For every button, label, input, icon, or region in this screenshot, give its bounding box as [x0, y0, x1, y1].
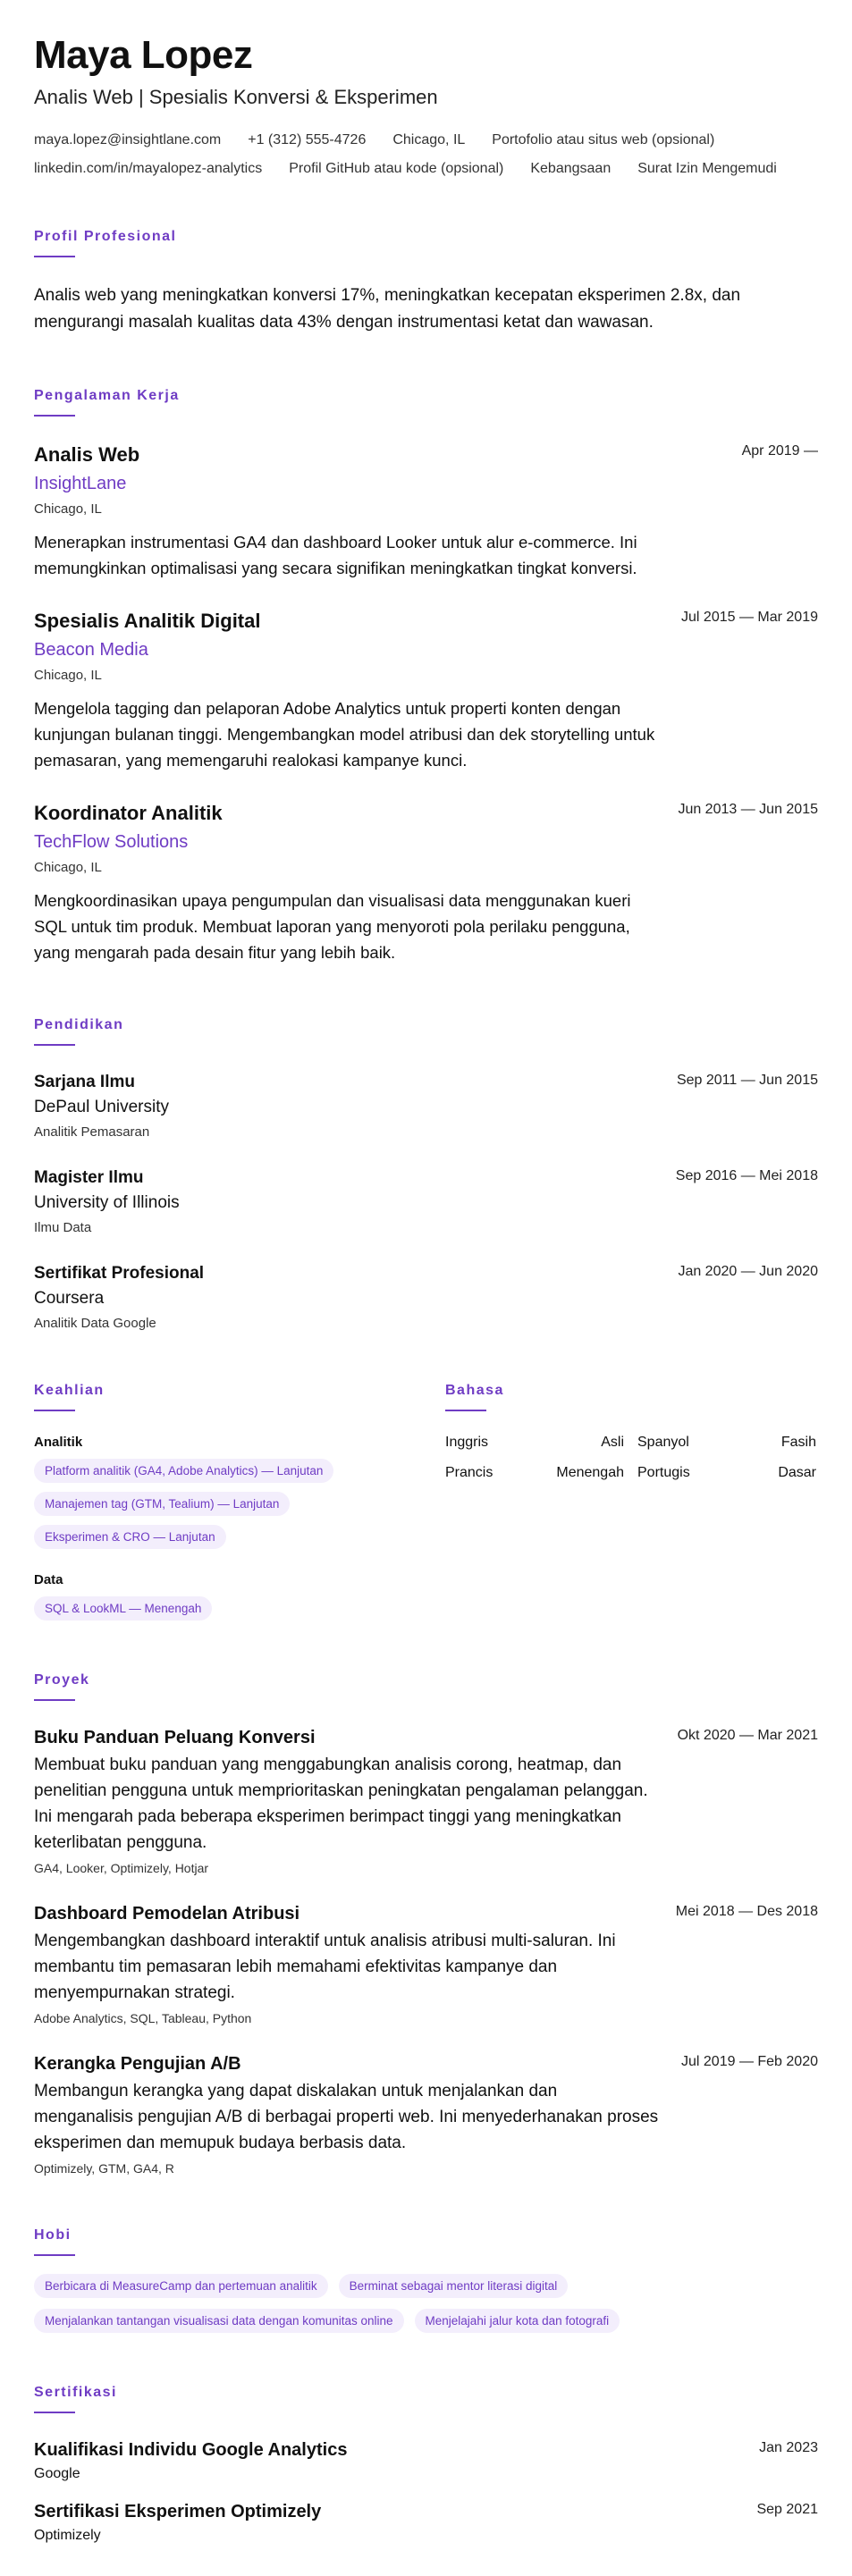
job-description: Menerapkan instrumentasi GA4 dan dashboard Looker untuk alur e-commerce. Ini memungkinkan optimalisasi yang secara signifikan meningkatkan tingkat konversi. [34, 533, 637, 577]
language-name: Portugis [637, 1465, 690, 1480]
language-name: Inggris [445, 1435, 489, 1450]
project-list [34, 1728, 818, 2176]
contact-license: Surat Izin Mengemudi [637, 161, 777, 176]
language-level: Dasar [778, 1465, 816, 1480]
company-name: Beacon Media [34, 640, 148, 660]
certification-issuer: Optimizely [34, 2528, 101, 2543]
project-entry [34, 2054, 818, 2176]
skill-group [34, 1572, 445, 1621]
section-title-profile: Profil Profesional [34, 229, 177, 244]
project-title: Kerangka Pengujian A/B [34, 2054, 241, 2074]
skills-column [34, 1331, 445, 1621]
certification-date: Sep 2021 [756, 2502, 818, 2517]
education-dates: Jan 2020 — Jun 2020 [678, 1264, 818, 1279]
institution: Coursera [34, 1289, 105, 1308]
certification-date: Jan 2023 [759, 2440, 818, 2455]
education-entry [34, 1168, 818, 1235]
language-item [637, 1435, 816, 1451]
certification-list [34, 2440, 818, 2544]
institution: DePaul University [34, 1098, 169, 1116]
section-title-education: Pendidikan [34, 1017, 124, 1032]
project-entry [34, 1728, 818, 1875]
institution: University of Illinois [34, 1193, 180, 1212]
candidate-name: Maya Lopez [34, 33, 253, 77]
contact-portfolio[interactable]: Portofolio atau situs web (opsional) [492, 132, 715, 147]
project-tech: Optimizely, GTM, GA4, R [34, 2161, 174, 2176]
job-description: Mengkoordinasikan upaya pengumpulan dan visualisasi data menggunakan kueri SQL untuk tim produk. Membuat laporan yang menyoroti pola perilaku pengguna, yang mengarah pada desain fitur yang lebih baik. [34, 891, 631, 962]
certification-entry [34, 2502, 818, 2544]
section-divider [34, 2254, 75, 2256]
hobby-chip: Menjelajahi jalur kota dan fotografi [415, 2309, 620, 2333]
degree: Sertifikat Profesional [34, 1264, 205, 1283]
contact-location: Chicago, IL [392, 132, 466, 147]
contact-info [34, 132, 803, 177]
section-title-languages: Bahasa [445, 1383, 504, 1398]
skill-chip: Manajemen tag (GTM, Tealium) — Lanjutan [34, 1492, 290, 1516]
section-divider [34, 1410, 75, 1411]
job-location: Chicago, IL [34, 860, 102, 875]
language-name: Spanyol [637, 1435, 689, 1450]
project-entry [34, 1904, 818, 2025]
job-title: Analis Web [34, 443, 140, 466]
education-dates: Sep 2016 — Mei 2018 [675, 1168, 818, 1183]
job-location: Chicago, IL [34, 668, 102, 683]
skill-chips [34, 1596, 445, 1621]
skill-chip: SQL & LookML — Menengah [34, 1596, 212, 1621]
contact-email[interactable]: maya.lopez@insightlane.com [34, 132, 222, 147]
company-name: TechFlow Solutions [34, 832, 189, 852]
job-location: Chicago, IL [34, 501, 102, 517]
skill-chip: Eksperimen & CRO — Lanjutan [34, 1525, 226, 1549]
skills-languages-row [34, 1331, 818, 1621]
project-description: Membuat buku panduan yang menggabungkan analisis corong, heatmap, dan penelitian pengguna untuk memprioritaskan peningkatan pengalaman pelanggan. Ini mengarah pada beberapa eksperimen berimpact tinggi yang meningkatkan keterlibatan pengguna. [34, 1755, 648, 1852]
language-name: Prancis [445, 1465, 493, 1480]
project-description: Membangun kerangka yang dapat diskalakan untuk menjalankan dan menganalisis pengujian A/B di berbagai properti web. Ini menyederhanakan proses eksperimen dan memupuk budaya berbasis data. [34, 2082, 659, 2152]
contact-linkedin[interactable]: linkedin.com/in/mayalopez-analytics [34, 161, 263, 176]
section-title-hobbies: Hobi [34, 2227, 72, 2243]
degree: Magister Ilmu [34, 1168, 144, 1187]
languages-column [445, 1331, 818, 1621]
experience-list [34, 443, 818, 965]
field-of-study: Analitik Data Google [34, 1316, 156, 1331]
candidate-headline: Analis Web | Spesialis Konversi & Eksperimen [34, 86, 438, 108]
experience-entry [34, 802, 818, 965]
project-title: Buku Panduan Peluang Konversi [34, 1728, 316, 1747]
job-dates: Apr 2019 — [741, 443, 818, 459]
certification-title: Kualifikasi Individu Google Analytics [34, 2440, 348, 2460]
project-dates: Okt 2020 — Mar 2021 [677, 1728, 818, 1743]
hobby-chip: Berminat sebagai mentor literasi digital [339, 2274, 569, 2298]
job-description: Mengelola tagging dan pelaporan Adobe Analytics untuk properti konten dengan kunjungan bulanan tinggi. Mengembangkan model atribusi dan dek storytelling untuk pemasaran, yang memengaruhi realokasi kampanye kunci. [34, 699, 655, 770]
field-of-study: Analitik Pemasaran [34, 1124, 150, 1140]
language-list [445, 1435, 818, 1481]
section-title-skills: Keahlian [34, 1383, 105, 1398]
contact-phone[interactable]: +1 (312) 555-4726 [248, 132, 367, 147]
skill-group-name: Analitik [34, 1435, 83, 1450]
language-item [445, 1435, 624, 1451]
certification-entry [34, 2440, 818, 2482]
education-dates: Sep 2011 — Jun 2015 [676, 1073, 818, 1088]
project-title: Dashboard Pemodelan Atribusi [34, 1904, 300, 1924]
profile-summary: Analis web yang meningkatkan konversi 17%, meningkatkan kecepatan eksperimen 2.8x, dan mengurangi masalah kualitas data 43% dengan instrumentasi ketat dan wawasan. [34, 286, 741, 332]
language-item [445, 1465, 624, 1481]
job-title: Spesialis Analitik Digital [34, 610, 261, 632]
certification-issuer: Google [34, 2466, 80, 2481]
hobby-chip: Berbicara di MeasureCamp dan pertemuan analitik [34, 2274, 328, 2298]
degree: Sarjana Ilmu [34, 1073, 135, 1091]
skill-chips [34, 1459, 445, 1549]
section-divider [34, 256, 75, 257]
experience-entry [34, 610, 818, 773]
language-level: Menengah [556, 1465, 624, 1480]
job-title: Koordinator Analitik [34, 802, 223, 824]
project-tech: Adobe Analytics, SQL, Tableau, Python [34, 2011, 252, 2025]
skill-group-name: Data [34, 1572, 63, 1587]
section-title-projects: Proyek [34, 1672, 90, 1688]
education-entry [34, 1073, 818, 1140]
language-level: Asli [601, 1435, 624, 1450]
project-dates: Jul 2019 — Feb 2020 [681, 2054, 818, 2069]
contact-nationality: Kebangsaan [530, 161, 612, 176]
project-description: Mengembangkan dashboard interaktif untuk analisis atribusi multi-saluran. Ini membantu tim pemasaran lebih memahami efektivitas kampanye dan menyempurnakan strategi. [34, 1932, 616, 2002]
section-divider [34, 1699, 75, 1701]
section-title-experience: Pengalaman Kerja [34, 388, 180, 403]
project-tech: GA4, Looker, Optimizely, Hotjar [34, 1861, 209, 1875]
field-of-study: Ilmu Data [34, 1220, 92, 1235]
skill-chip: Platform analitik (GA4, Adobe Analytics) — Lanjutan [34, 1459, 333, 1483]
contact-github[interactable]: Profil GitHub atau kode (opsional) [289, 161, 504, 176]
section-title-certifications: Sertifikasi [34, 2385, 117, 2400]
company-name: InsightLane [34, 474, 127, 493]
section-divider [34, 415, 75, 417]
language-item [637, 1465, 816, 1481]
education-list [34, 1073, 818, 1331]
job-dates: Jun 2013 — Jun 2015 [678, 802, 818, 817]
certification-title: Sertifikasi Eksperimen Optimizely [34, 2502, 322, 2521]
skill-group [34, 1435, 445, 1549]
section-divider [34, 2412, 75, 2413]
section-divider [445, 1410, 486, 1411]
hobby-list [34, 2274, 767, 2333]
hobby-chip: Menjalankan tantangan visualisasi data dengan komunitas online [34, 2309, 404, 2333]
job-dates: Jul 2015 — Mar 2019 [681, 610, 818, 625]
project-dates: Mei 2018 — Des 2018 [675, 1904, 818, 1919]
experience-entry [34, 443, 818, 581]
education-entry [34, 1264, 818, 1331]
section-divider [34, 1044, 75, 1046]
language-level: Fasih [780, 1435, 816, 1450]
